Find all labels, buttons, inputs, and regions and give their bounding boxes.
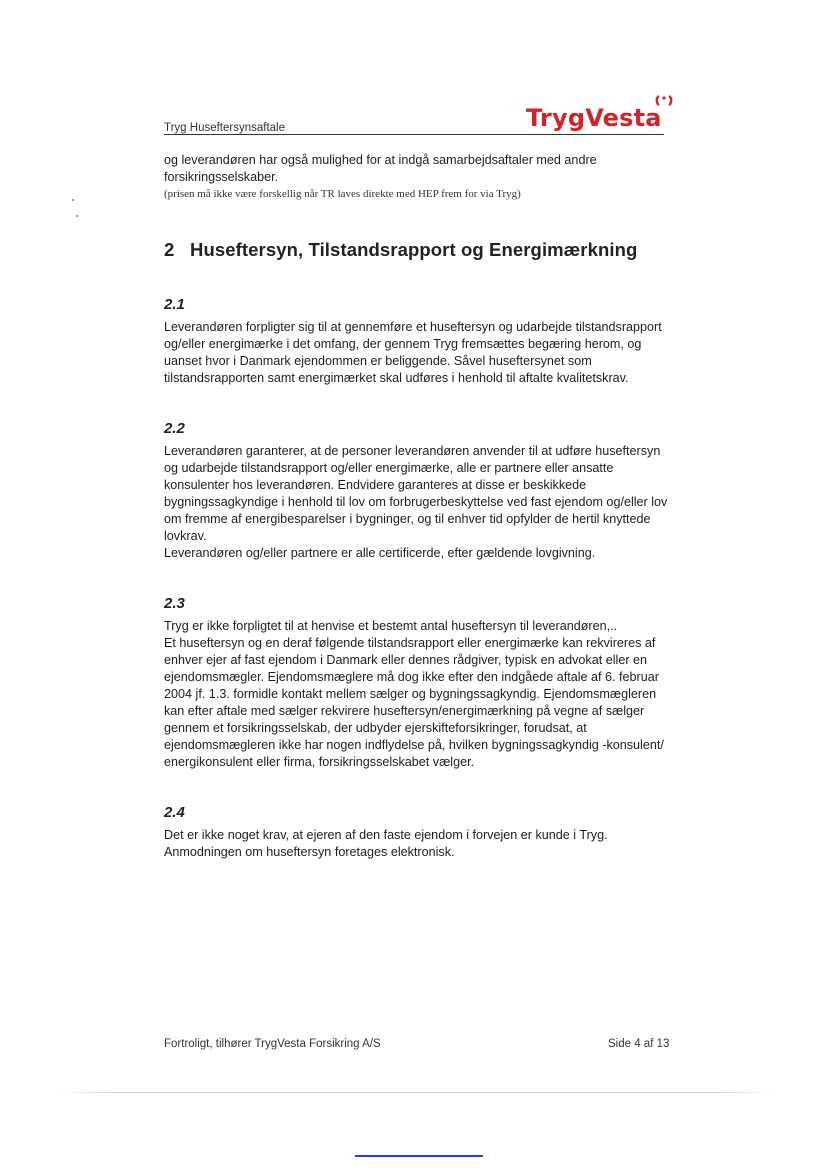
subsection-paragraph: Et huseftersyn og en deraf følgende tilstandsrapport eller energimærke kan rekvireres af enhver ejer af fast ejendom i Danmark eller dennes rådgiver, typisk en advokat eller en ejendomsmægler. Ejendomsmæglere må dog ikke efter den indgåede aftale af 6. februar 2004 jf. 1.3. formidle kontakt mellem sælger og bygningssagkyndig. Ejendomsmægleren kan efter aftale med sælger rekvirere huseftersyn/energimærkning på vegne af sælger gennem et forsikringsselskab, der udbyder ejerskifteforsikringer, forudsat, at ejendomsmægleren ikke har nogen indflydelse på, hvilken bygningssagkyndig -konsulent/ energikonsulent eller firma, forsikringsselskabet vælger. (164, 636, 664, 769)
subsection-2-4 (164, 803, 676, 861)
intro-paragraph: og leverandøren har også mulighed for at indgå samarbejdsaftaler med andre forsikringsselskaber. (164, 153, 597, 184)
section-number: 2 (164, 239, 175, 260)
subsection-2-3 (164, 594, 676, 771)
subsection-paragraph: Leverandøren og/eller partnere er alle certificerde, efter gældende lovgivning. (164, 546, 596, 560)
section-heading (164, 239, 676, 261)
scan-speck (72, 199, 74, 201)
subsection-paragraph: Leverandøren garanterer, at de personer leverandøren anvender til at udføre huseftersyn og udarbejde tilstandsrapport og/eller energimærke, alle er partnere eller ansatte konsulenter hos leverandøren. Endvidere garanteres at disse er beskikkede bygningssagkyndige i henhold til lov om forbrugerbeskyttelse ved fast ejendom og/eller lov om fremme af energibesparelser i bygninger, og til enhver tid opfylder de hertil knyttede lovkrav. (164, 444, 668, 543)
link-underline[interactable] (355, 1155, 483, 1157)
page-bottom-divider (60, 1092, 772, 1093)
subsection-paragraph: Det er ikke noget krav, at ejeren af den faste ejendom i forvejen er kunde i Tryg. Anmodningen om huseftersyn foretages elektronisk. (164, 828, 608, 859)
section-title: Huseftersyn, Tilstandsrapport og Energimærkning (190, 239, 638, 260)
scan-speck (76, 215, 78, 217)
subsection-paragraph: Tryg er ikke forpligtet til at henvise et bestemt antal huseftersyn til leverandøren,.. (164, 619, 618, 633)
header-title: Tryg Huseftersynsaftale (164, 122, 286, 134)
subsection-2-2 (164, 419, 676, 562)
header-divider (164, 134, 664, 135)
intro-note: (prisen må ikke være forskellig når TR laves direkte med HEP frem for via Tryg) (164, 188, 521, 200)
subsection-number: 2.3 (164, 595, 185, 612)
subsection-number: 2.2 (164, 420, 185, 437)
subsection-2-1 (164, 295, 676, 387)
trygvesta-logo: TrygVesta (526, 104, 662, 132)
subsection-number: 2.1 (164, 296, 185, 313)
footer-confidential: Fortroligt, tilhører TrygVesta Forsikring A/S (164, 1038, 381, 1050)
logo-mark-icon (654, 94, 674, 110)
subsection-paragraph: Leverandøren forpligter sig til at gennemføre et huseftersyn og udarbejde tilstandsrapport og/eller energimærke i det omfang, der gennem Tryg fremsættes begæring herom, og uanset hvor i Danmark ejendommen er beliggende. Såvel huseftersynet som tilstandsrapporten samt energimærket skal udføres i henhold til aftalte kvalitetskrav. (164, 320, 662, 385)
footer-page-number: Side 4 af 13 (608, 1038, 670, 1050)
subsection-number: 2.4 (164, 804, 185, 821)
document-body (164, 152, 676, 861)
